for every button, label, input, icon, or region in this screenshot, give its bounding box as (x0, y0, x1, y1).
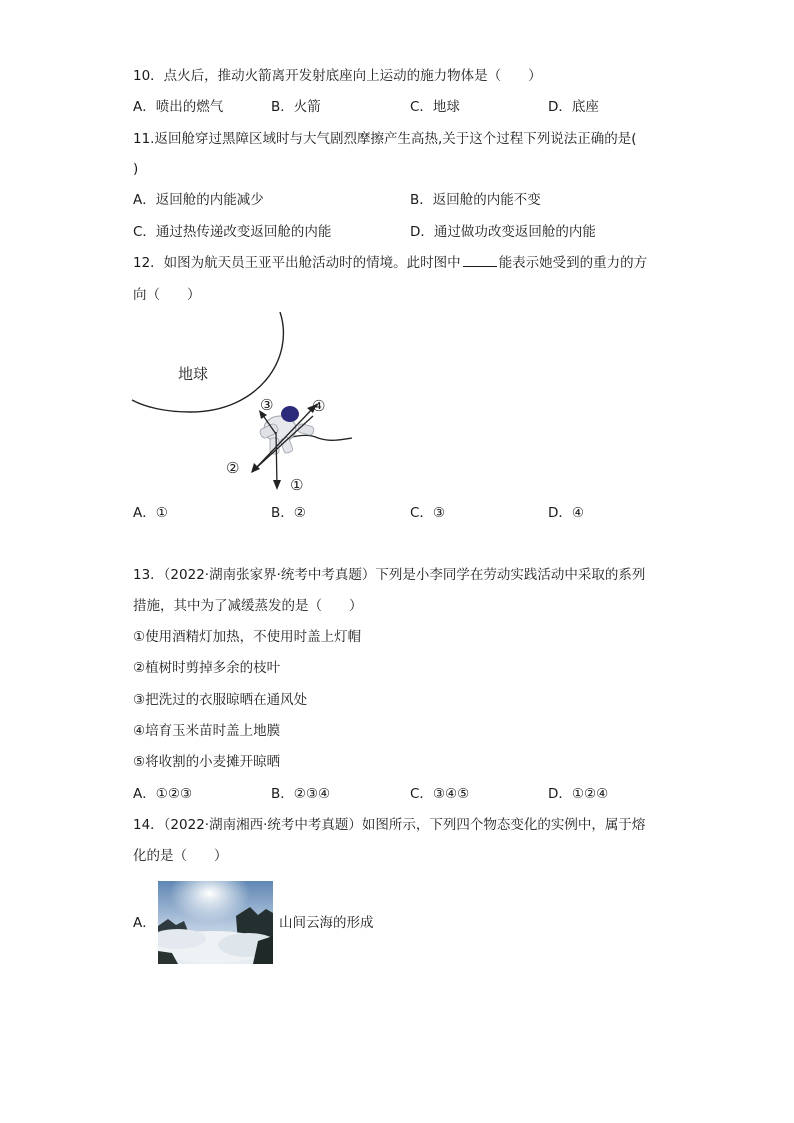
arrow-label-1: ① (290, 476, 304, 494)
q13-item-2: ②植树时剪掉多余的枝叶 (133, 660, 281, 676)
q13-option-d: D．①②④ (548, 786, 609, 802)
q14-stem-line2: 化的是（ ） (133, 848, 228, 864)
q11-option-b: B．返回舱的内能不变 (410, 192, 541, 208)
q10-option-b: B．火箭 (271, 99, 321, 115)
q13-option-b: B．②③④ (271, 786, 331, 802)
q12-option-c: C．③ (410, 505, 446, 521)
q14-stem-line1: 14．（2022·湖南湘西·统考中考真题）如图所示，下列四个物态变化的实例中，属于熔 (133, 817, 646, 833)
q13-item-4: ④培育玉米苗时盖上地膜 (133, 723, 281, 739)
q12-stem-part1: 12．如图为航天员王亚平出舱活动时的情境。此时图中 (133, 255, 461, 271)
q13-item-3: ③把洗过的衣服晾晒在通风处 (133, 692, 308, 708)
q12-answer-blank (463, 253, 497, 267)
q11-option-a: A．返回舱的内能减少 (133, 192, 264, 208)
q10-option-c: C．地球 (410, 99, 460, 115)
q10-stem: 10．点火后，推动火箭离开发射底座向上运动的施力物体是（ ） (133, 68, 542, 84)
q13-stem-line1: 13．（2022·湖南张家界·统考中考真题）下列是小李同学在劳动实践活动中采取的系列 (133, 567, 646, 583)
q14-option-a-letter: A． (133, 915, 156, 931)
astronaut-gravity-diagram (130, 312, 370, 502)
q11-stem-line2: ) (133, 161, 139, 177)
arrow-1-head (273, 480, 281, 490)
q12-option-d: D．④ (548, 505, 584, 521)
q14-option-a-caption: 山间云海的形成 (279, 915, 374, 931)
q11-option-d: D．通过做功改变返回舱的内能 (410, 224, 596, 240)
q12-option-a: A．① (133, 505, 168, 521)
earth-label: 地球 (178, 365, 209, 383)
q13-stem-line2: 措施，其中为了减缓蒸发的是（ ） (133, 598, 363, 614)
q12-stem-part2: 能表示她受到的重力的方 (498, 255, 648, 271)
q13-option-a: A．①②③ (133, 786, 193, 802)
arrow-label-3: ③ (260, 396, 274, 414)
q13-option-c: C．③④⑤ (410, 786, 470, 802)
q11-stem-line1: 11.返回舱穿过黑障区域时与大气剧烈摩擦产生高热,关于这个过程下列说法正确的是( (133, 131, 637, 147)
q10-option-a: A．喷出的燃气 (133, 99, 224, 115)
q11-option-c: C．通过热传递改变返回舱的内能 (133, 224, 332, 240)
q13-item-1: ①使用酒精灯加热，不使用时盖上灯帽 (133, 629, 362, 645)
q10-option-d: D．底座 (548, 99, 599, 115)
sea-of-clouds-photo (158, 881, 273, 964)
arrow-label-4: ④ (312, 397, 326, 415)
arrow-label-2: ② (226, 459, 240, 477)
q12-stem-line2: 向（ ） (133, 287, 201, 303)
q12-option-b: B．② (271, 505, 306, 521)
q13-item-5: ⑤将收割的小麦摊开晾晒 (133, 754, 281, 770)
q12-stem-line1 (133, 253, 647, 273)
